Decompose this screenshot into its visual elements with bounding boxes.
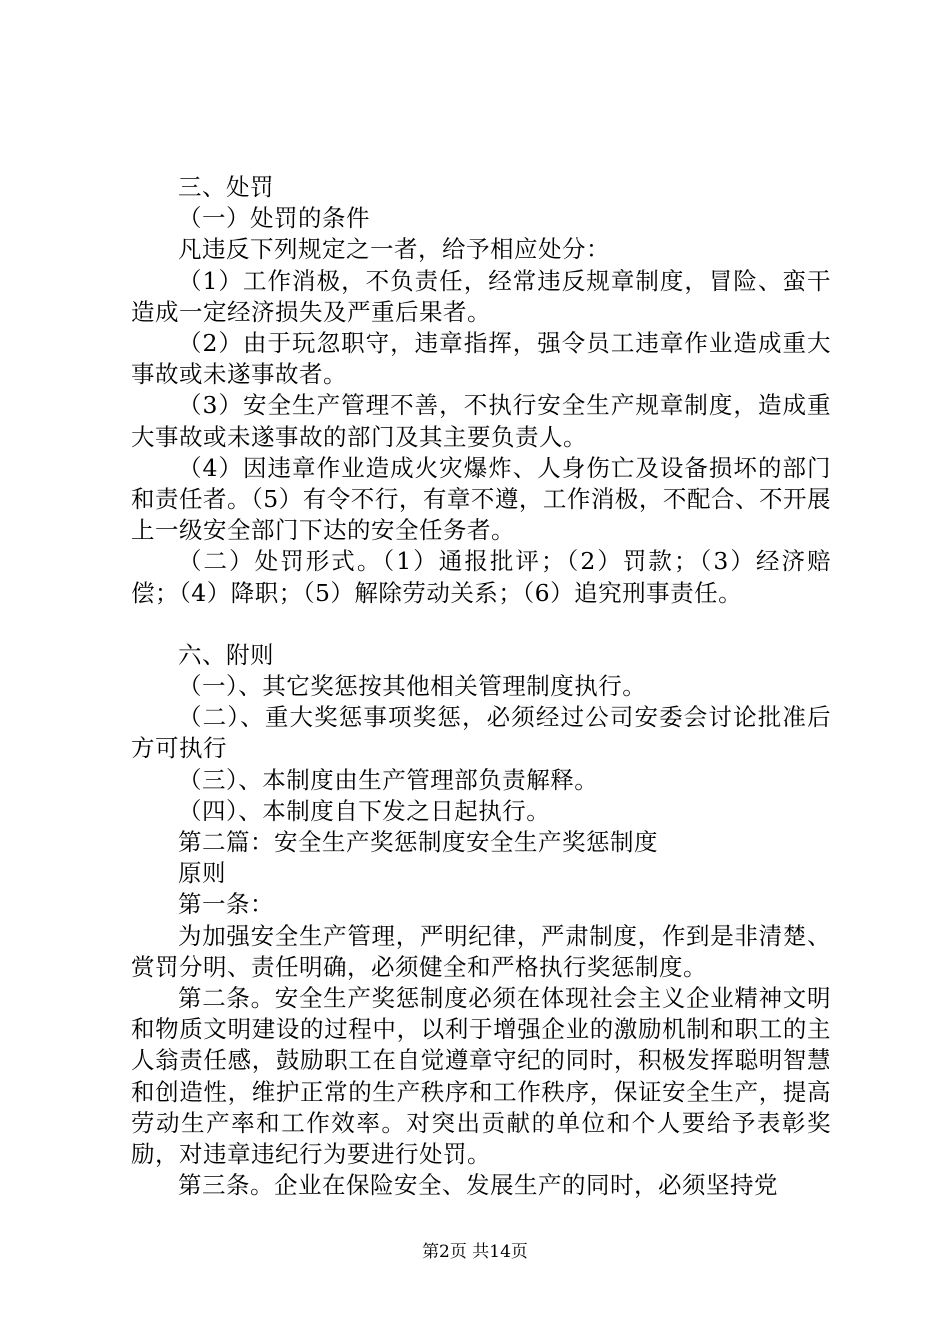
penalty-forms: （二）处罚形式。（1）通报批评；（2）罚款；（3）经济赔偿；（4）降职；（5）解除劳动关系；（6）追究刑事责任。 [131, 547, 831, 607]
appendix-item-2: （二）、重大奖惩事项奖惩，必须经过公司安委会讨论批准后方可执行 [131, 703, 831, 763]
article-1-text: 为加强安全生产管理，严明纪律，严肃制度，作到是非清楚、赏罚分明、责任明确，必须健全和严格执行奖惩制度。 [131, 921, 831, 981]
document-body [131, 172, 831, 1202]
appendix-item-4: （四）、本制度自下发之日起执行。 [178, 796, 551, 825]
section-heading-penalty: 三、处罚 [178, 173, 274, 201]
penalty-conditions-heading: （一）处罚的条件 [178, 204, 370, 233]
penalty-item-2: （2）由于玩忽职守，违章指挥，强令员工违章作业造成重大事故或未遂事故者。 [131, 329, 831, 389]
chapter-title: 第二篇：安全生产奖惩制度安全生产奖惩制度 [178, 828, 658, 857]
section-gap [131, 609, 831, 640]
principle-heading: 原则 [178, 859, 226, 888]
section-heading-appendix: 六、附则 [178, 640, 274, 669]
article-3: 第三条。企业在保险安全、发展生产的同时，必须坚持党 [178, 1171, 778, 1200]
page-number-footer: 第2页 共14页 [422, 1242, 528, 1262]
penalty-item-3: （3）安全生产管理不善，不执行安全生产规章制度，造成重大事故或未遂事故的部门及其主要负责人。 [131, 391, 831, 451]
article-2: 第二条。安全生产奖惩制度必须在体现社会主义企业精神文明和物质文明建设的过程中，以利于增强企业的激励机制和职工的主人翁责任感，鼓励职工在自觉遵章守纪的同时，积极发挥聪明智慧和创造性，维护正常的生产秩序和工作秩序，保证安全生产，提高劳动生产率和工作效率。对突出贡献的单位和个人要给予表彰奖励，对违章违纪行为要进行处罚。 [131, 984, 831, 1169]
penalty-item-4: （4）因违章作业造成火灾爆炸、人身伤亡及设备损坏的部门和责任者。（5）有令不行，有章不遵，工作消极，不配合、不开展上一级安全部门下达的安全任务者。 [131, 453, 831, 545]
penalty-item-1: （1）工作消极，不负责任，经常违反规章制度，冒险、蛮干造成一定经济损失及严重后果者。 [131, 266, 831, 326]
appendix-item-3: （三）、本制度由生产管理部负责解释。 [178, 765, 599, 794]
appendix-item-1: （一）、其它奖惩按其他相关管理制度执行。 [178, 672, 647, 701]
penalty-intro: 凡违反下列规定之一者，给予相应处分： [178, 235, 610, 264]
article-1-label: 第一条： [178, 890, 274, 919]
